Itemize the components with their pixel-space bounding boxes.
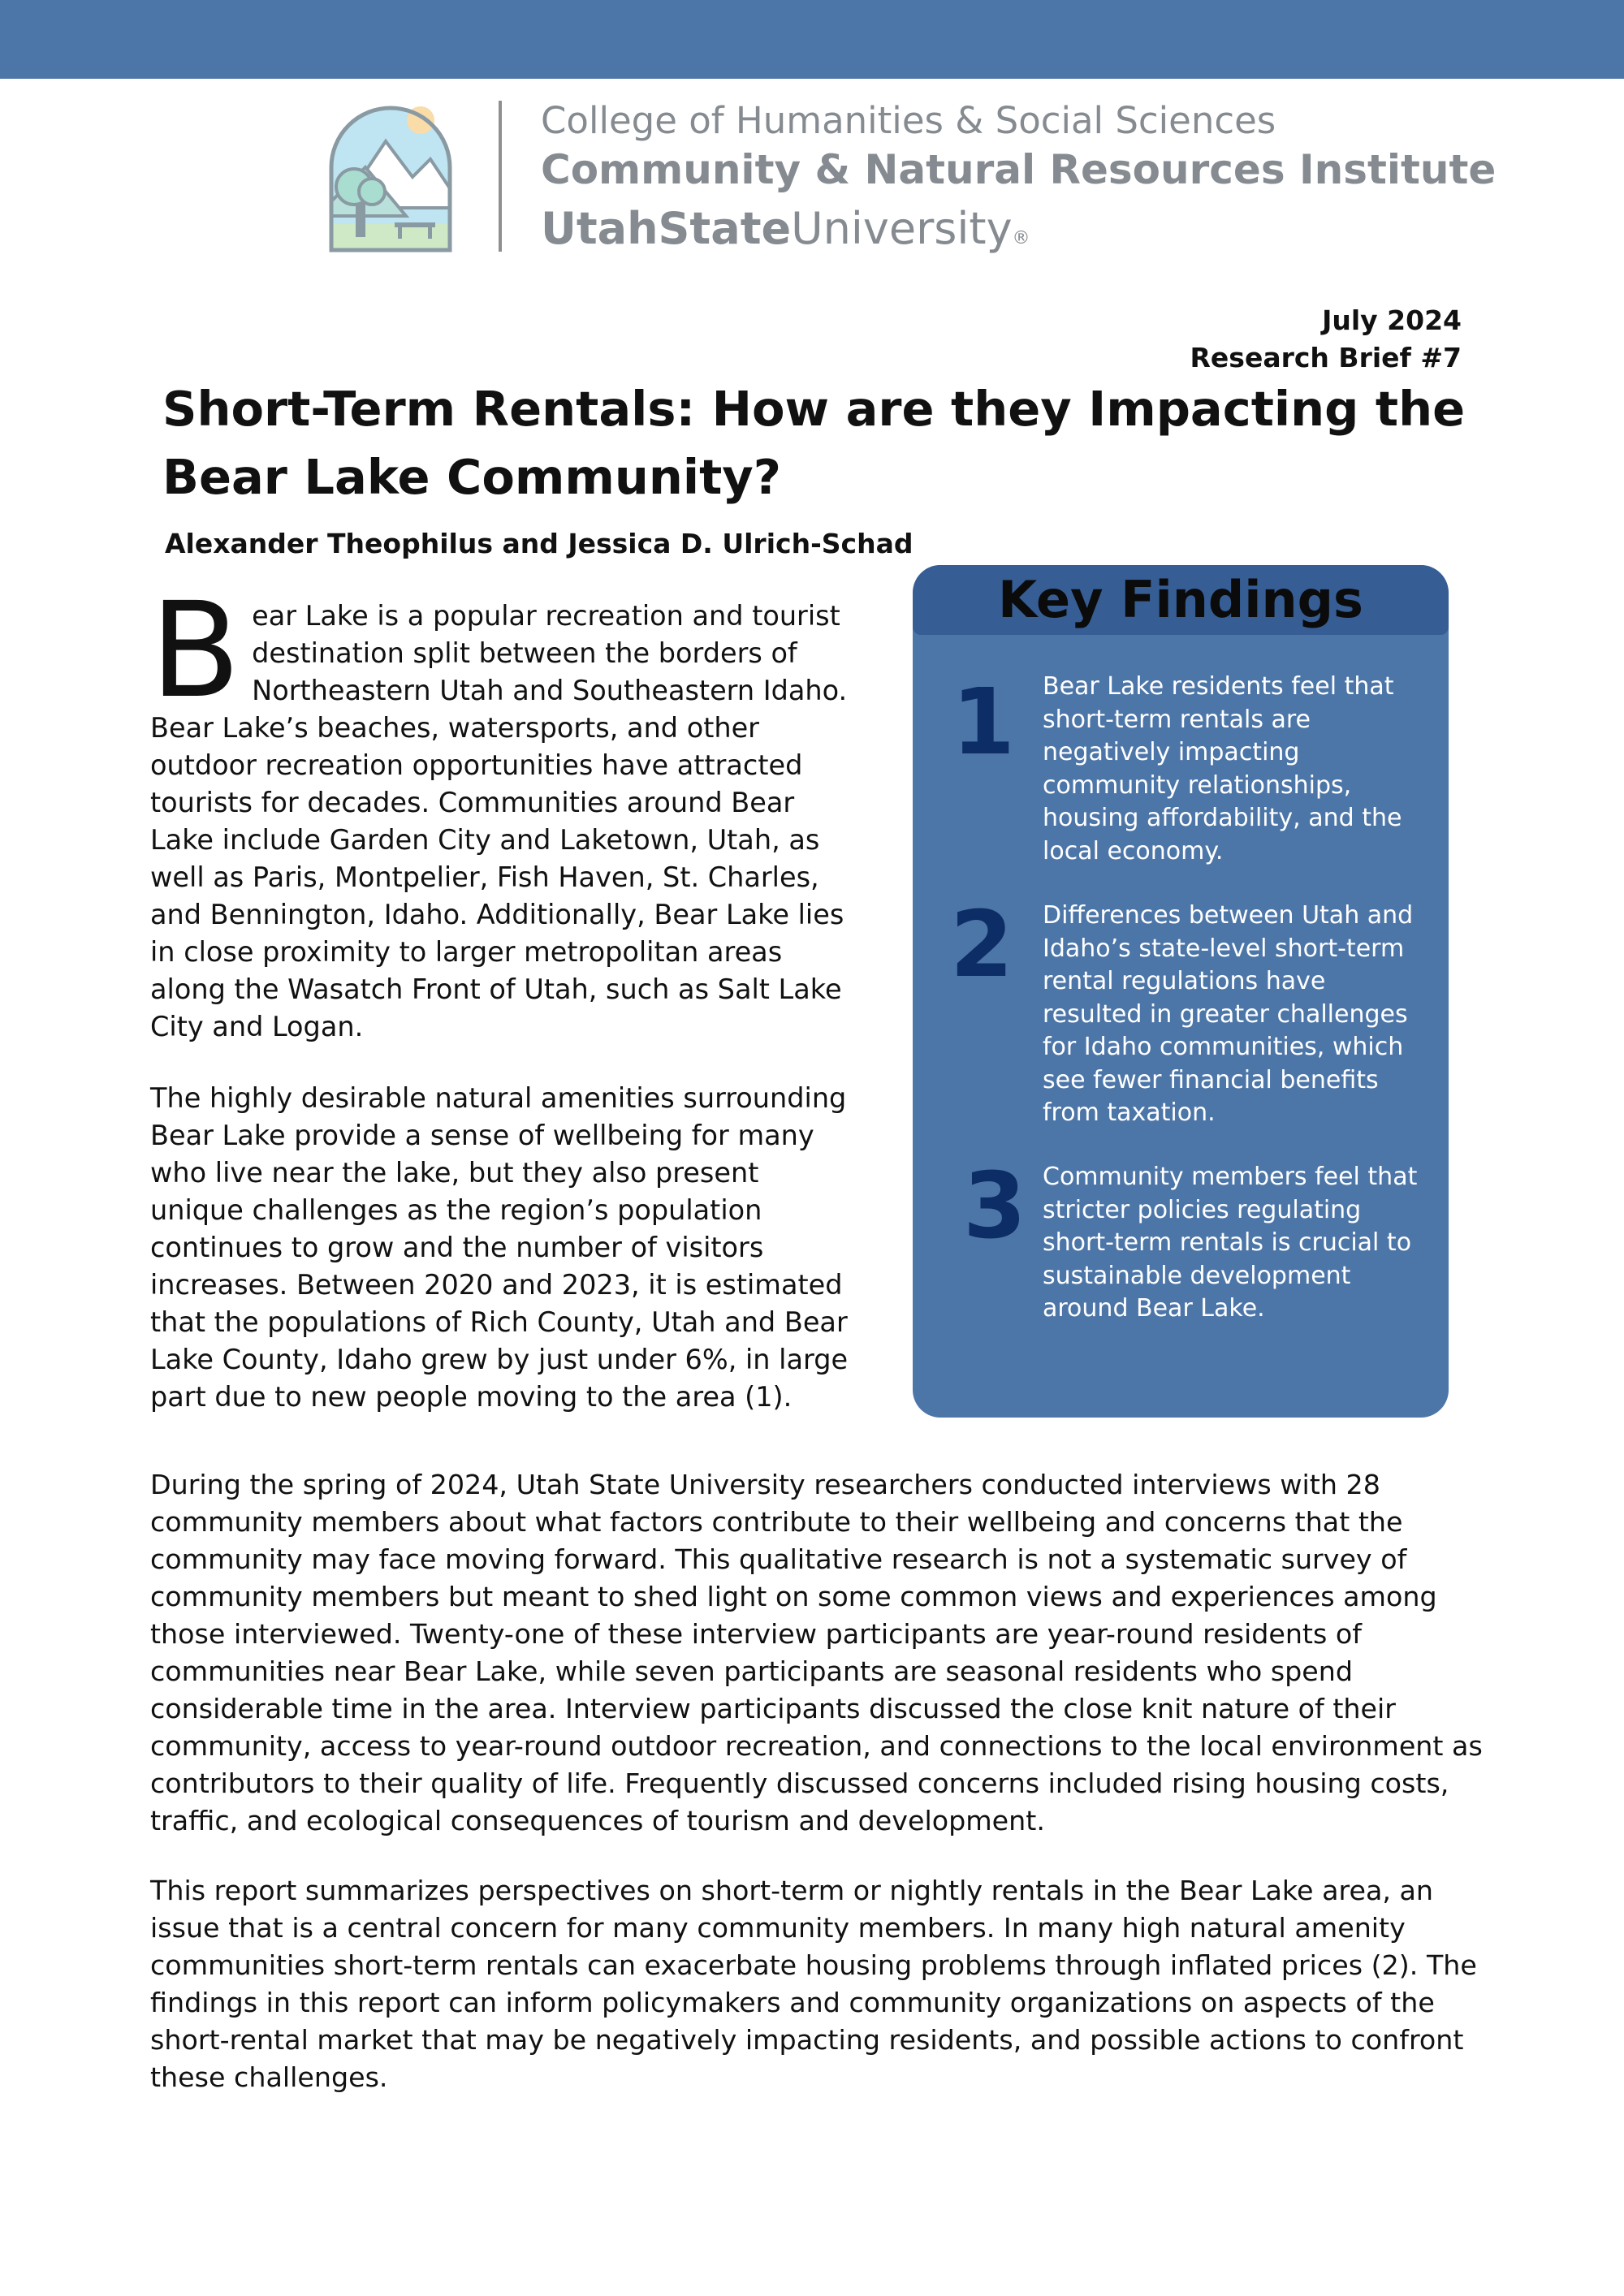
finding-number: 3 [963, 1154, 1026, 1259]
key-findings-box [913, 565, 1449, 1418]
college-name: College of Humanities & Social Sciences [541, 99, 1276, 142]
paragraph-amenities: The highly desirable natural amenities surrounding Bear Lake provide a sense of wellbeing for many who live near the lake, but they also present unique challenges as the region’s population continues to grow and the number of visitors increases. Between 2020 and 2023, it is estimated that the populations of Rich County, Utah and Bear Lake County, Idaho grew by just under 6%, in large part due to new people moving to the area (1). [150, 1082, 849, 1413]
authors: Alexander Theophilus and Jessica D. Ulrich-Schad [165, 528, 914, 559]
publication-date: July 2024 [1322, 304, 1462, 336]
paragraph-intro-text: ear Lake is a popular recreation and tourist destination split between the borders of Northeastern Utah and Southeastern Idaho. Bear Lake’s beaches, watersports, and other outdoor recreation opportunities have attracted tourists for decades. Communities around Bear Lake include Garden City and Laketown, Utah, as well as Paris, Montpelier, Fish Haven, St. Charles, and Bennington, Idaho. Additionally, Bear Lake lies in close proximity to larger metropolitan areas along the Wasatch Front of Utah, such as Salt Lake City and Logan. [150, 600, 848, 1042]
brief-number: Research Brief #7 [1190, 342, 1462, 373]
university-name-regular: University [791, 203, 1013, 254]
finding-number: 1 [952, 670, 1015, 775]
key-findings-title: Key Findings [998, 570, 1363, 629]
registered-mark: ® [1012, 228, 1030, 248]
key-findings-header [913, 565, 1449, 635]
institution-logo-text [541, 97, 1497, 271]
university-wordmark [541, 196, 1475, 271]
institute-name: Community & Natural Resources Institute [541, 146, 1497, 193]
drop-cap: B [150, 575, 241, 727]
finding-text: Differences between Utah and Idaho’s state-level short-term rental regulations have resulted in greater challenges for Idaho communities, which see fewer financial benefits from taxation. [1043, 901, 1414, 1127]
document-title: Short-Term Rentals: How are they Impacting the Bear Lake Community? [162, 381, 1466, 505]
paragraph-report-summary: This report summarizes perspectives on short-term or nightly rentals in the Bear Lake area, an issue that is a central concern for many community members. In many high natural amenity communities short-term rentals can exacerbate housing problems through inflated prices (2). The findings in this report can inform policymakers and community organizations on aspects of the short-rental market that may be negatively impacting residents, and possible actions to confront these challenges. [150, 1875, 1477, 2093]
mountain-tree-bench-arch-icon [325, 102, 456, 253]
university-name-bold: UtahState [541, 203, 792, 254]
top-banner [0, 0, 1624, 79]
paragraph-intro [150, 575, 857, 1046]
logo-divider [499, 101, 502, 252]
finding-number: 2 [950, 892, 1013, 998]
finding-text: Bear Lake residents feel that short-term rentals are negatively impacting community relationships, housing affordability, and the local economy. [1043, 672, 1402, 865]
paragraph-research: During the spring of 2024, Utah State University researchers conducted interviews with 28 community members about what factors contribute to their wellbeing and concerns that the community may face moving forward. This qualitative research is not a systematic survey of community members but meant to shed light on some common views and experiences among those interviewed. Twenty-one of these interview participants are year-round residents of communities near Bear Lake, while seven participants are seasonal residents who spend considerable time in the area. Interview participants discussed the close knit nature of their community, access to year-round outdoor recreation, and connections to the local environment as contributors to their quality of life. Frequently discussed concerns included rising housing costs, traffic, and ecological consequences of tourism and development. [150, 1469, 1483, 1836]
finding-text: Community members feel that stricter policies regulating short-term rentals is crucial to sustainable development around Bear Lake. [1043, 1163, 1418, 1323]
brief-meta [1190, 302, 1462, 377]
